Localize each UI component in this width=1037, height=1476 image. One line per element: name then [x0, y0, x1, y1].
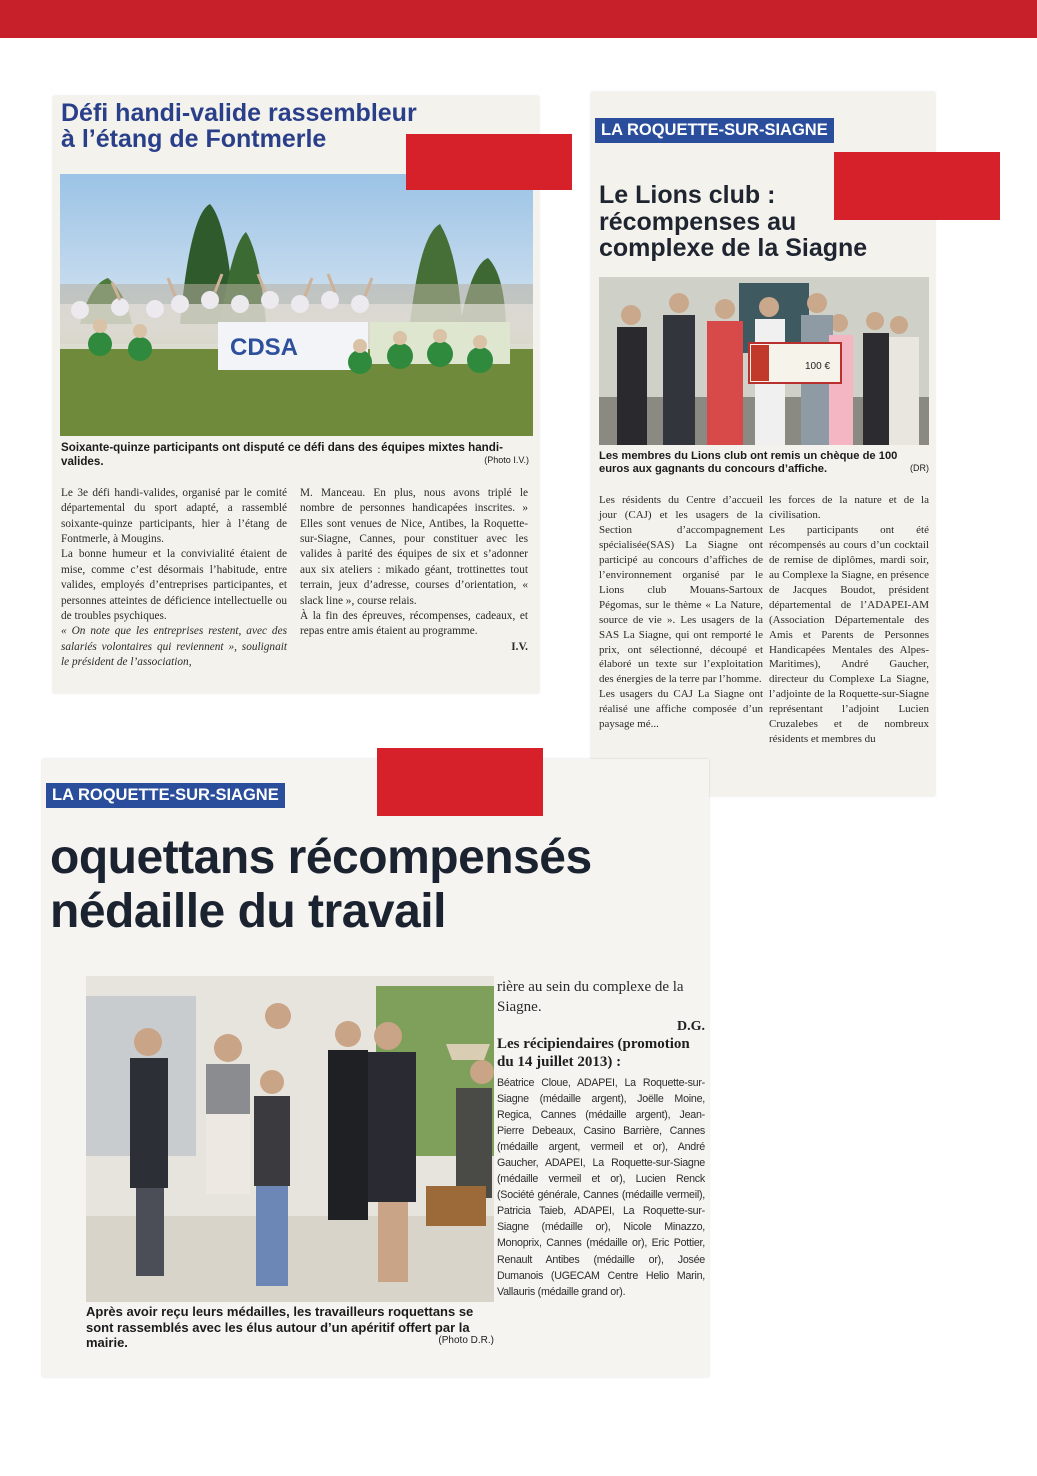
article3-caption — [86, 1304, 494, 1351]
article3-recipients-heading: Les récipiendaires (promotion du 14 juillet 2013) : — [497, 1036, 690, 1070]
article3-recipients-list: Béatrice Cloue, ADAPEI, La Roquette-sur-Siagne (médaille argent), Joëlle Moine, Regica, Cannes (médaille argent), Jean-Pierre Debeaux, Casino Barrière, Cannes (médaille argent, vermeil et or), André Gaucher, ADAPEI, La Roquette-sur-Siagne (médaille vermeil et or), Lucien Renck (Société générale, Cannes (médaille vermeil), Patricia Taieb, ADAPEI, La Roquette-sur-Siagne (médaille or), Nicole Minazzo, Monoprix, Cannes (médaille or), Eric Pottier, Renault Antibes (médaille or), Josée Dumanois (UGECAM Centre Helio Marin, Vallauris (médaille grand or). — [497, 1077, 705, 1298]
article3-credit: (Photo D.R.) — [438, 1335, 494, 1347]
red-marker-rect — [406, 134, 572, 190]
article2-column-1 — [599, 493, 763, 732]
crowd-illustration — [60, 174, 533, 436]
article1-group-photo — [60, 174, 533, 436]
ceremony-illustration — [86, 976, 494, 1302]
top-red-bar — [0, 0, 1037, 38]
red-marker-rect — [377, 748, 543, 816]
article2-caption-text: Les membres du Lions club ont remis un chèque de 100 euros aux gagnants du concours d’affiche. — [599, 450, 898, 476]
article2-title-line3: complexe de la Siagne — [599, 234, 868, 262]
article1-col1-p1: Le 3e défi handi-valides, organisé par le comité départemental du sport adapté, a rassemblé soixante-quinze participants, hier à l’étang de Fontmerle, à Mougins. — [61, 487, 287, 546]
clipping-medaille-du-travail — [42, 759, 709, 1377]
article1-credit: (Photo I.V.) — [484, 454, 529, 465]
article2-credit: (DR) — [910, 463, 929, 474]
article3-signature: D.G. — [677, 1019, 705, 1034]
cheque-amount: 100 € — [805, 361, 831, 372]
cdsa-banner-text: CDSA — [230, 334, 299, 361]
article2-col1-p1: Les résidents du Centre d’accueil jour (CAJ) et les usagers de la Section d’accompagnement spécialisée(SAS) La Siagne ont participé au concours d’affiches de l’environnement organisé par le Lions club Mouans-Sartoux Pégomas, sur le thème « La Nature, source de vie ». Les usagers de la SAS La Siagne, qui ont remporté le prix, ont sélectionné, découpé et élaboré un texte sur l’exploitation des énergies de la terre par l’homme. — [599, 494, 763, 686]
article1-title-line2: à l’étang de Fontmerle — [61, 125, 327, 154]
article1-col2-p2: À la fin des épreuves, récompenses, cadeaux, et repas entre amis étaient au programme. — [300, 609, 528, 638]
article1-col1-p3: « On note que les entreprises restent, avec des salariés volontaires qui reviennent », soulignait le président de l’association, — [61, 625, 287, 668]
red-marker-rect — [834, 152, 1000, 220]
article2-column-2 — [769, 493, 929, 747]
article3-location-tag: LA ROQUETTE-SUR-SIAGNE — [46, 783, 285, 808]
article3-medal-ceremony-photo — [86, 976, 494, 1302]
article1-column-1 — [61, 486, 287, 670]
article1-caption — [61, 441, 529, 469]
article2-col2-p1: les forces de la nature et de la civilisation. — [769, 494, 929, 521]
article1-signature: I.V. — [511, 640, 528, 653]
article1-col1-p2: La bonne humeur et la convivialité étaient de mise, comme c’est désormais l’habitude, entre valides, employés d’entreprises participantes, et personnes atteintes de déficience intellectuelle ou de troubles psychiques. — [61, 548, 287, 622]
article2-title-line2: récompenses au — [599, 207, 797, 236]
article3-intro: rière au sein du complexe de la Siagne. — [497, 979, 684, 1015]
article2-lions-club-photo — [599, 277, 929, 445]
article1-title-line1: Défi handi-valide rassembleur — [61, 99, 417, 127]
lions-group-illustration — [599, 277, 929, 445]
article1-caption-text: Soixante-quinze participants ont disputé ce défi dans des équipes mixtes handi-valides. — [61, 441, 503, 468]
article2-location-tag: LA ROQUETTE-SUR-SIAGNE — [595, 118, 834, 143]
article3-right-column — [497, 978, 705, 1300]
article2-col1-p2: Les usagers du CAJ La Siagne ont réalisé une affiche composée d’un paysage mé... — [599, 688, 763, 731]
article3-title-line2: nédaille du travail — [50, 884, 446, 938]
article1-col2-p1: M. Manceau. En plus, nous avons triplé le nombre de personnes handicapées inscrites. » Elles sont venues de Nice, Antibes, la Roquette-sur-Siagne, Cannes, pour constituer avec les valides à parité des équipes de six et s’adonner aux six ateliers : mikado géant, trottinettes tout terrain, jeux d’adresse, courses d’orientation, « slack line », course relais. — [300, 487, 528, 607]
article2-caption — [599, 450, 929, 477]
article3-caption-text: Après avoir reçu leurs médailles, les travailleurs roquettans se sont rassemblés avec les élus autour d’un apéritif offert par la mairie. — [86, 1304, 474, 1351]
article2-title-line1: Le Lions club : — [599, 181, 776, 209]
article3-title — [50, 831, 705, 939]
article2-col2-p2: Les participants ont été récompensés au cours d’un cocktail de remise de diplômes, mardi soir, au Complexe la Siagne, en présence de Jacques Boudot, président départemental de l’ADAPEI-AM (Association Départementale des Amis et Parents de Personnes Handicapées Mentales des Alpes-Maritimes), André Gaucher, directeur du Complexe La Siagne, l’adjointe de la Roquette-sur-Siagne représentant l’adjoint Lucien Cruzalebes et de nombreux résidents et membres du — [769, 523, 929, 746]
article1-column-2 — [300, 486, 528, 655]
article3-title-line1: oquettans récompensés — [50, 831, 592, 884]
